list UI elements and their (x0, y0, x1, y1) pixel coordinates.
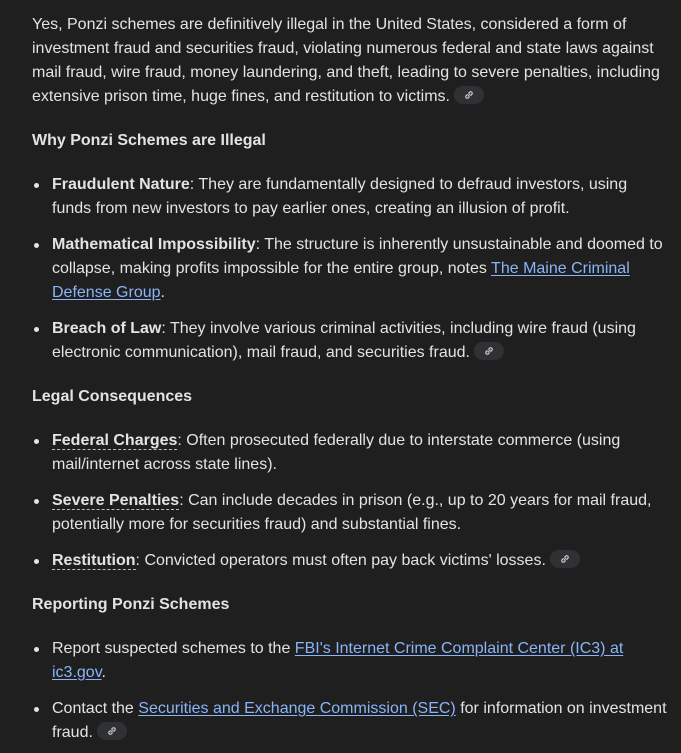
maine-criminal-defense-link[interactable]: The Maine Criminal Defense Group (52, 260, 630, 301)
item-text: : They are fundamentally designed to defraud investors, using funds from new investors to pay earlier ones, creating an illusion of profit. (52, 176, 628, 217)
citation-chip[interactable] (97, 722, 127, 740)
citation-chip[interactable] (474, 342, 504, 360)
intro-paragraph (32, 13, 667, 109)
term-restitution[interactable]: Restitution (52, 552, 136, 569)
term-federal-charges[interactable]: Federal Charges (52, 432, 178, 449)
citation-chip[interactable] (550, 550, 580, 568)
heading-why-illegal: Why Ponzi Schemes are Illegal (32, 132, 266, 149)
citation-chip[interactable] (454, 86, 484, 104)
link-icon (483, 345, 495, 357)
item-text-after: . (101, 664, 106, 681)
list-item (52, 549, 667, 573)
list-item (52, 317, 667, 365)
ic3-link[interactable]: FBI's Internet Crime Complaint Center (IC3) at ic3.gov (52, 640, 624, 681)
list-item (52, 173, 667, 221)
item-text: : The structure is inherently unsustainable and doomed to collapse, making profits impossible for the entire group, notes (52, 236, 663, 277)
heading-legal-consequences: Legal Consequences (32, 388, 193, 405)
term-breach-of-law: Breach of Law (52, 320, 162, 337)
list-item (52, 637, 667, 685)
legal-consequences-list (32, 429, 667, 573)
item-text: : Often prosecuted federally due to interstate commerce (using mail/internet across state lines). (52, 432, 621, 473)
response-content (32, 13, 667, 745)
sec-link[interactable]: Securities and Exchange Commission (SEC) (138, 700, 456, 717)
item-text: : Can include decades in prison (e.g., up to 20 years for mail fraud, potentially more for securities fraud) and substantial fines. (52, 492, 652, 533)
list-item (52, 489, 667, 537)
link-icon (463, 89, 475, 101)
link-icon (559, 553, 571, 565)
list-item (52, 697, 667, 745)
list-item (52, 233, 667, 305)
intro-text: Yes, Ponzi schemes are definitively illegal in the United States, considered a form of investment fraud and securities fraud, violating numerous federal and state laws against mail fraud, wire fraud, money laundering, and theft, leading to severe penalties, including extensive prison time, huge fines, and restitution to victims. (32, 16, 660, 105)
term-fraudulent-nature: Fraudulent Nature (52, 176, 190, 193)
item-text: : Convicted operators must often pay back victims' losses. (135, 552, 546, 569)
item-text-after: . (160, 284, 165, 301)
item-text: : They involve various criminal activities, including wire fraud (using electronic communication), mail fraud, and securities fraud. (52, 320, 636, 361)
item-text: Contact the (52, 700, 139, 717)
term-mathematical-impossibility: Mathematical Impossibility (52, 236, 256, 253)
term-severe-penalties[interactable]: Severe Penalties (52, 492, 180, 509)
item-text: Report suspected schemes to the (52, 640, 295, 657)
heading-reporting: Reporting Ponzi Schemes (32, 596, 230, 613)
list-item (52, 429, 667, 477)
item-text-after: for information on investment fraud. (52, 700, 667, 741)
link-icon (106, 725, 118, 737)
reporting-list (32, 637, 667, 745)
why-illegal-list (32, 173, 667, 365)
